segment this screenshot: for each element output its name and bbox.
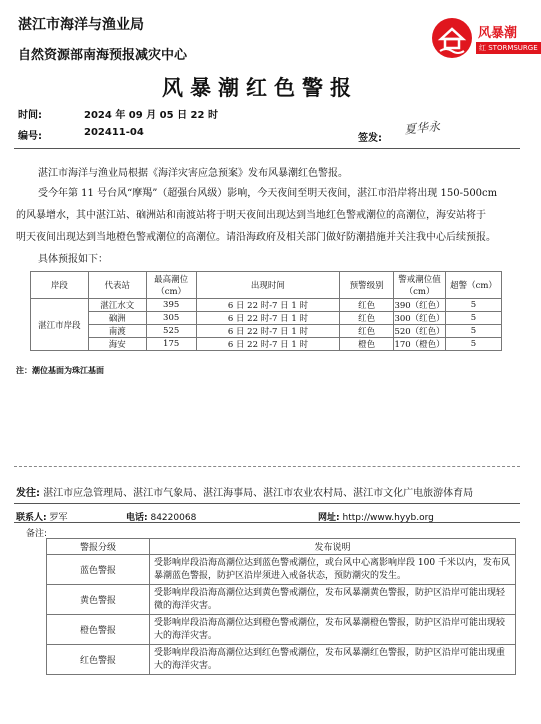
- table-row: [47, 645, 516, 675]
- paragraph-forecast-3: 明天夜间出现达到当地橙色警戒潮位的高潮位。请沿海政府及相关部门做好防潮措施并关注我中心后续预报。: [16, 232, 496, 243]
- footer-divider: [14, 466, 520, 467]
- table-cell: 5: [446, 325, 502, 338]
- table-note: 注：潮位基面为珠江基面: [16, 366, 104, 375]
- table-cell: 175: [146, 338, 196, 351]
- table-row: [31, 338, 502, 351]
- table-cell: 395: [146, 299, 196, 312]
- paragraph-forecast-2: 的风暴增水，其中湛江站、硇洲站和南渡站将于明天夜间出现达到当地红色警戒潮位的高潮位，海安站将于: [16, 210, 486, 221]
- forecast-table: [30, 271, 502, 351]
- logo-sub: 红 STORMSURGE: [476, 42, 541, 54]
- issuer-signature: 夏华永: [403, 119, 441, 137]
- table-cell: 520（红色）: [394, 325, 446, 338]
- table-header-row: [47, 539, 516, 555]
- page-title: 风暴潮红色警报: [162, 75, 358, 100]
- level-cell: 蓝色警报: [47, 555, 150, 585]
- org-primary: 湛江市海洋与渔业局: [18, 17, 144, 33]
- table-cell: 红色: [340, 299, 394, 312]
- distribution-label: 发往:: [16, 488, 40, 499]
- table-cell: 170（橙色）: [394, 338, 446, 351]
- contact-divider: [14, 522, 520, 523]
- table-cell: 海安: [88, 338, 146, 351]
- table-row: [31, 325, 502, 338]
- table-row: [47, 555, 516, 585]
- header-cell: 预警级别: [340, 272, 394, 299]
- table-cell: 红色: [340, 325, 394, 338]
- description-cell: 受影响岸段沿海高潮位达到橙色警戒潮位，发布风暴潮橙色警报，防护区沿岸可能出现较大的海洋灾害。: [150, 615, 516, 645]
- time-label: 时间:: [18, 110, 42, 121]
- header-cell: 岸段: [31, 272, 89, 299]
- table-cell: 湛江水文: [88, 299, 146, 312]
- org-secondary: 自然资源部南海预报减灾中心: [18, 48, 188, 63]
- issuer-label: 签发:: [358, 133, 382, 144]
- contact-web-label: 网址:: [318, 513, 340, 523]
- paragraph-intro: 湛江市海洋与渔业局根据《海洋灾害应急预案》发布风暴潮红色警报。: [38, 168, 348, 179]
- contact-phone-value: 84220068: [150, 513, 197, 523]
- table-cell: 6 日 22 时-7 日 1 时: [196, 338, 340, 351]
- table-cell: 5: [446, 299, 502, 312]
- header-cell: 警报分级: [47, 539, 150, 555]
- table-cell: 南渡: [88, 325, 146, 338]
- header-cell: 最高潮位（cm）: [146, 272, 196, 299]
- house-wave-icon: [432, 18, 472, 58]
- header-cell: 出现时间: [196, 272, 340, 299]
- contact-person-value: 罗军: [49, 513, 68, 523]
- table-cell: 5: [446, 312, 502, 325]
- level-cell: 黄色警报: [47, 585, 150, 615]
- table-header-row: [31, 272, 502, 299]
- header-cell: 发布说明: [150, 539, 516, 555]
- table-cell: 6 日 22 时-7 日 1 时: [196, 312, 340, 325]
- description-cell: 受影响岸段沿海高潮位达到蓝色警戒潮位，或台风中心离影响岸段 100 千米以内，发布风暴潮蓝色警报，防护区沿岸须进入戒备状态，预防潮灾的发生。: [150, 555, 516, 585]
- table-cell: 硇洲: [88, 312, 146, 325]
- table-row: [31, 312, 502, 325]
- distribution-divider: [14, 503, 520, 504]
- table-cell: 红色: [340, 312, 394, 325]
- segment-cell: 湛江市岸段: [31, 299, 89, 351]
- table-cell: 6 日 22 时-7 日 1 时: [196, 325, 340, 338]
- contact-phone-label: 电话:: [126, 513, 148, 523]
- table-cell: 5: [446, 338, 502, 351]
- header-cell: 代表站: [88, 272, 146, 299]
- table-row: [31, 299, 502, 312]
- remarks-label: 备注:: [26, 529, 48, 539]
- level-cell: 红色警报: [47, 645, 150, 675]
- table-cell: 300（红色）: [394, 312, 446, 325]
- paragraph-detail-intro: 具体预报如下：: [38, 254, 108, 265]
- header-cell: 警戒潮位值（cm）: [394, 272, 446, 299]
- distribution-value: 湛江市应急管理局、湛江市气象局、湛江海事局、湛江市农业农村局、湛江市文化广电旅游体育局: [43, 488, 474, 499]
- time-value: 2024 年 09 月 05 日 22 时: [84, 110, 218, 121]
- id-label: 编号:: [18, 131, 42, 142]
- storm-surge-logo: [432, 18, 538, 58]
- header-divider: [14, 148, 520, 149]
- table-row: [47, 585, 516, 615]
- contact-web-link[interactable]: http://www.hyyb.org: [342, 513, 434, 523]
- warning-levels-table: [46, 538, 516, 675]
- paragraph-forecast-1: 受今年第 11 号台风“摩羯”（超强台风级）影响，今天夜间至明天夜间，湛江市沿岸将出现 150-500cm: [38, 188, 498, 199]
- level-cell: 橙色警报: [47, 615, 150, 645]
- description-cell: 受影响岸段沿海高潮位达到黄色警戒潮位，发布风暴潮黄色警报，防护区沿岸可能出现轻微的海洋灾害。: [150, 585, 516, 615]
- distribution-line: [16, 484, 473, 499]
- id-value: 202411-04: [84, 127, 144, 138]
- table-cell: 525: [146, 325, 196, 338]
- table-row: [47, 615, 516, 645]
- table-cell: 橙色: [340, 338, 394, 351]
- table-cell: 390（红色）: [394, 299, 446, 312]
- description-cell: 受影响岸段沿海高潮位达到红色警戒潮位，发布风暴潮红色警报，防护区沿岸可能出现重大的海洋灾害。: [150, 645, 516, 675]
- table-cell: 305: [146, 312, 196, 325]
- logo-text: 风暴潮: [478, 26, 518, 41]
- header-cell: 超警（cm）: [446, 272, 502, 299]
- contact-person-label: 联系人:: [16, 513, 47, 523]
- table-cell: 6 日 22 时-7 日 1 时: [196, 299, 340, 312]
